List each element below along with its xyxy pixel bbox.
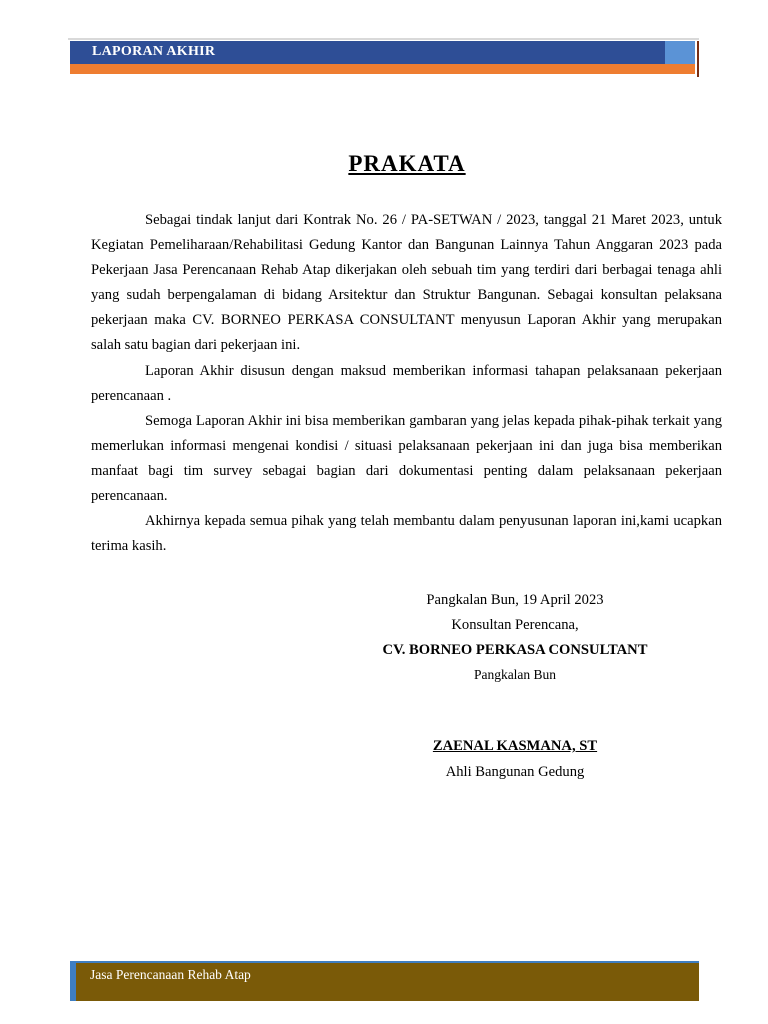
footer-text: Jasa Perencanaan Rehab Atap bbox=[90, 967, 251, 982]
footer-top-rule bbox=[70, 961, 699, 963]
signature-city: Pangkalan Bun bbox=[473, 667, 557, 682]
paragraph: Sebagai tindak lanjut dari Kontrak No. 26 / PA-SETWAN / 2023, tanggal 21 Maret 2023, untuk Kegiatan Pemeliharaan/Rehabilitasi Gedung Kantor dan Bangunan Lainnya Tahun Anggaran 2023 pada Pekerjaan Jasa Perencanaan Rehab Atap dikerjakan oleh sebuah tim yang terdiri dari berbagai tenaga ahli yang sudah berpengalaman di bidang Arsitektur dan Struktur Bangunan. Sebagai konsultan pelaksana pekerjaan maka CV. BORNEO PERKASA CONSULTANT menyusun Laporan Akhir yang merupakan salah satu bagian dari pekerjaan ini. bbox=[91, 212, 722, 354]
signatory-position: Ahli Bangunan Gedung bbox=[445, 764, 585, 780]
page-header bbox=[70, 41, 700, 75]
paragraph: Laporan Akhir disusun dengan maksud memberikan informasi tahapan pelaksanaan pekerjaan perencanaan . bbox=[91, 362, 722, 404]
signature-company: CV. BORNEO PERKASA CONSULTANT bbox=[382, 642, 648, 658]
body-text bbox=[91, 208, 722, 559]
header-stripe bbox=[70, 64, 695, 74]
header-title: LAPORAN AKHIR bbox=[92, 44, 216, 59]
signature-place-date: Pangkalan Bun, 19 April 2023 bbox=[426, 592, 604, 608]
paragraph: Akhirnya kepada semua pihak yang telah membantu dalam penyusunan laporan ini,kami ucapkan terima kasih. bbox=[91, 513, 722, 555]
paragraph: Semoga Laporan Akhir ini bisa memberikan gambaran yang jelas kepada pihak-pihak terkait yang memerlukan informasi mengenai kondisi / situasi pelaksanaan pekerjaan ini dan juga bisa memberikan manfaat bagi tim survey sebagai bagian dari dokumentasi penting dalam pelaksanaan pekerjaan perencanaan. bbox=[91, 412, 722, 505]
header-top-rule bbox=[68, 38, 699, 40]
page-footer bbox=[70, 963, 699, 1001]
signatory-name: ZAENAL KASMANA, ST bbox=[432, 738, 598, 754]
signature-role: Konsultan Perencana, bbox=[451, 617, 579, 633]
header-side-rule bbox=[697, 41, 699, 77]
header-accent-block bbox=[665, 41, 695, 64]
page-title: PRAKATA bbox=[348, 151, 466, 176]
footer-accent bbox=[70, 963, 76, 1001]
